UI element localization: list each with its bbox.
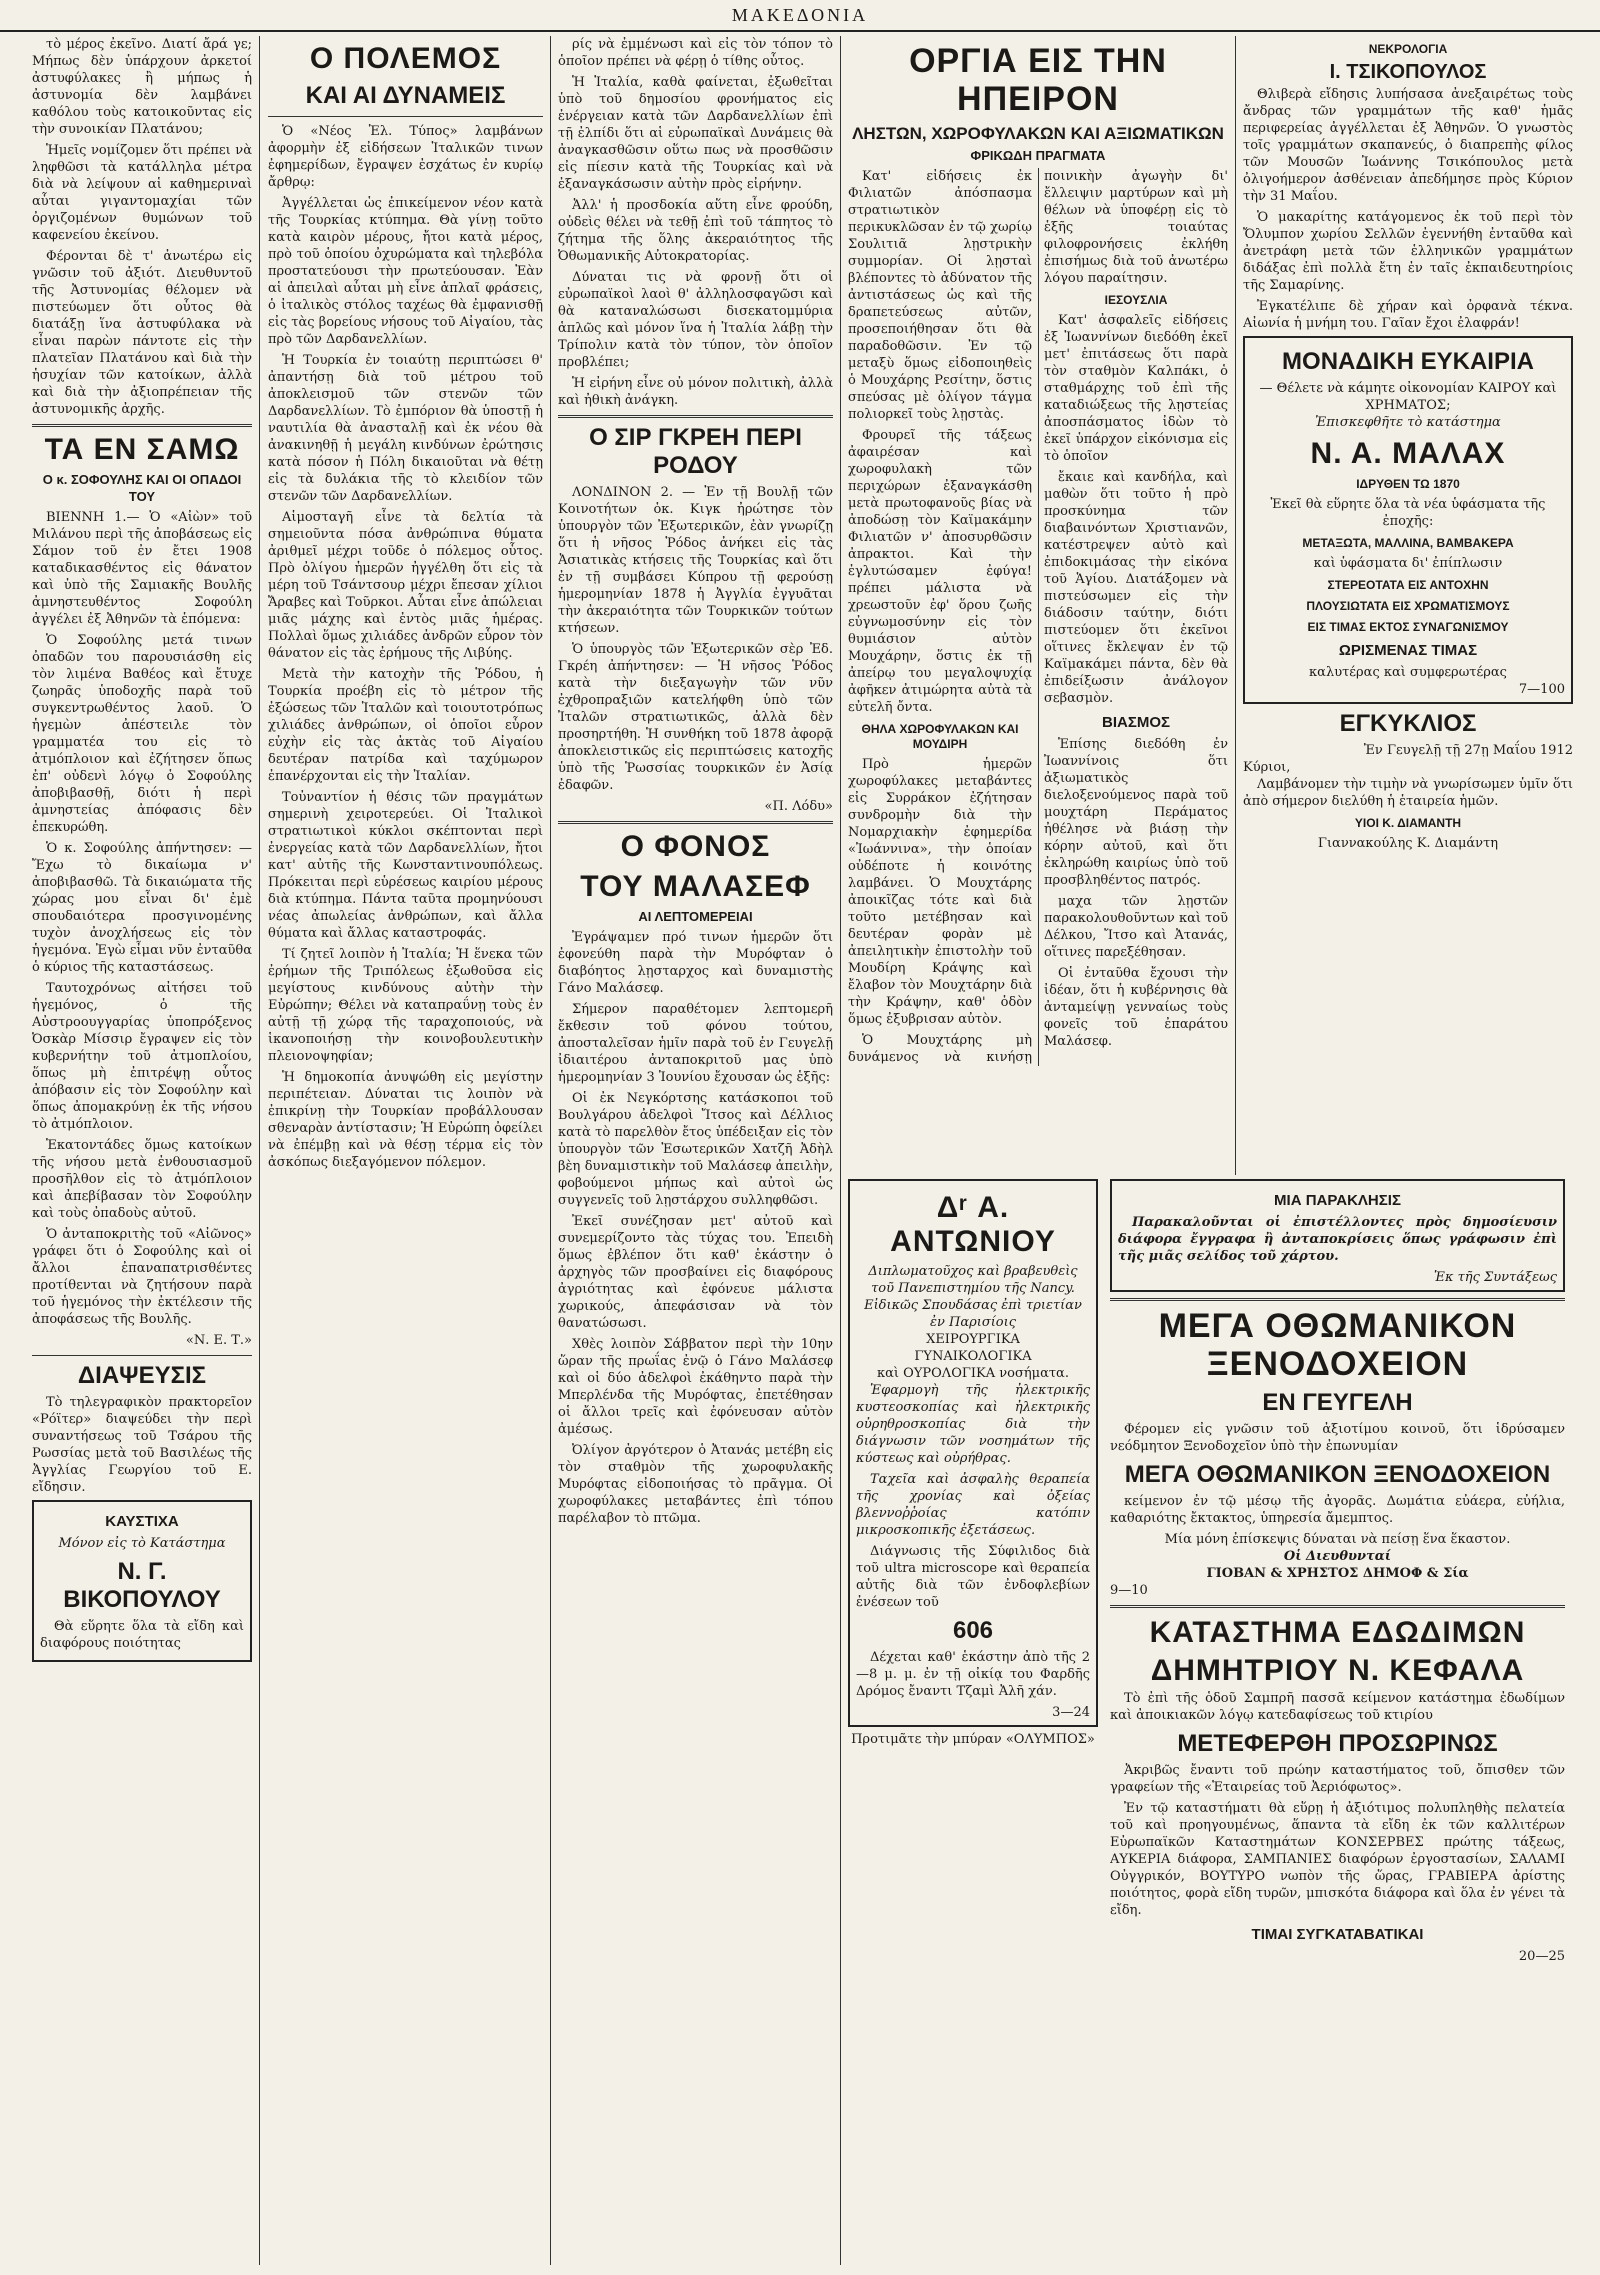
paragraph: ρίς νὰ ἐμμένωσι καὶ εἰς τὸν τόπον τὸ ὁποῖον πρέπει νὰ φέρῃ ὁ τίθης οὗτος. <box>558 37 833 69</box>
paragraph: Ἐκεῖ συνέζησαν μετ' αὐτοῦ καὶ συνεμερίζοντο τὰς τύχας του. Ἐπειδὴ ὅμως ἐβλέπον ὅτι καθ' ἑκάστην ὁ ἀρχηγὸς τῶν προσβαίνει εἰς διαφόρους ἀγριότητας καὶ ἐφόνευε μάλιστα χωρικούς, ἀπεφάσισαν νὰ τὸν θανατώσωσι. <box>558 1214 833 1331</box>
ad-text: Μόνον εἰς τὸ Κατάστημα <box>58 1536 226 1551</box>
ad-text: κείμενον ἐν τῷ μέσῳ τῆς ἀγορᾶς. Δωμάτια εὐάερα, εὐήλια, καθαριότης ἔκτακτος, ὑπηρεσία ἄμεμπτος. <box>1110 1494 1565 1526</box>
column-rule <box>1235 36 1236 1175</box>
divider <box>32 424 252 427</box>
ad-number: 3—24 <box>1052 1705 1090 1720</box>
ad-name: Ν. Α. ΜΑΛΑΧ <box>1310 437 1506 470</box>
ad-text: καὶ ὑφάσματα δι' ἐπίπλωσιν <box>1313 556 1503 571</box>
ad-text: — Θέλετε νὰ κάμητε οἰκονομίαν ΚΑΙΡΟΥ καὶ ΧΡΗΜΑΤΟΣ; <box>1259 381 1557 413</box>
subheadline: ΦΡΙΚΩΔΗ ΠΡΑΓΜΑΤΑ <box>970 148 1106 163</box>
advertisement <box>32 1500 252 1662</box>
ad-name: ΜΕΓΑ ΟΘΩΜΑΝΙΚΟΝ ΞΕΝΟΔΟΧΕΙΟΝ <box>1124 1461 1551 1488</box>
plea-box <box>1110 1179 1565 1292</box>
paragraph: Ἐγράψαμεν πρό τινων ἡμερῶν ὅτι ἐφονεύθη παρὰ τὴν Μυρόφταν ὁ διαβόητος λῃσταρχος καὶ δυναμιστὴς Γάνο Μαλάσεφ. <box>558 930 833 996</box>
advertisement <box>1243 336 1573 704</box>
ad-number: 20—25 <box>1518 1949 1565 1964</box>
ad-text: ΓΥΝΑΙΚΟΛΟΓΙΚΑ <box>914 1349 1032 1364</box>
divider <box>558 821 833 824</box>
paragraph: Τοὐναντίον ἡ θέσις τῶν πραγμάτων σημερινὴ χειροτερεύει. Οἱ Ἰταλικοὶ στρατιωτικοὶ κύκλοι σκέπτονται περὶ ἐνεργείας κατὰ τῶν Δαρδανελλίων, ἤτοι κατ' αὐτῆς τῆς Κωνσταντινουπόλεως. Πρόκειται περὶ εὑρέσεως καιρίου μέρους διὰ κτύπημα. Πάντα ταῦτα προμηνύουσι νέας ἀπωλείας ἀνθρώπων, καὶ ἄλλα θύματα καὶ ἄλλας καταστροφάς. <box>268 790 543 941</box>
ad-heading: ΜΕΤΕΦΕΡΘΗ ΠΡΟΣΩΡΙΝΩΣ <box>1177 1730 1498 1757</box>
divider <box>1110 1298 1565 1301</box>
headline: ΤΟΥ ΜΑΛΑΣΕΦ <box>580 870 811 903</box>
subheadline: ΑΙ ΛΕΠΤΟΜΕΡΕΙΑΙ <box>638 909 753 924</box>
ad-text: Δέχεται καθ' ἑκάστην ἀπὸ τῆς 2—8 μ. μ. ἐν τῇ οἰκίᾳ του Φαρδῆς Δρόμος ἔναντι Τζαμὶ Ἀλῆ χάν. <box>856 1650 1090 1699</box>
paragraph: Ὁ κ. Σοφούλης ἀπήντησεν: — Ἔχω τὸ δικαίωμα ν' ἀποβιβασθῶ. Τὰ δικαιώματα τῆς χώρας μου εἶναι δι' ἐμὲ σπουδαιότερα προσγινομένης τυχὸν ἀνοχλήσεως εἰς τὸν ἡγεμόνα. Ἐγὼ εἶμαι νῦν ἐνταῦθα ὁ κύριος τῆς καταστάσεως. <box>32 841 252 975</box>
ad-number: 9—10 <box>1110 1583 1148 1598</box>
paragraph: Οἱ ἐνταῦθα ἔχουσι τὴν ἰδέαν, ὅτι ἡ κυβέρνησις θὰ ἀνταμείψῃ γενναίως τοὺς φονεῖς τοῦ ἐπαράτου Μαλάσεφ. <box>1044 966 1228 1049</box>
ad-signature: ΥΙΟΙ Κ. ΔΙΑΜΑΝΤΗ <box>1354 816 1462 830</box>
ad-text: καλυτέρας καὶ συμφερωτέρας <box>1309 665 1507 680</box>
paragraph: Ἡ δημοκοπία ἀνυψώθη εἰς μεγίστην περιπέτειαν. Δύναται τις λοιπὸν νὰ ἐπικρίνῃ τὴν Τουρκίαν προβάλλουσαν σθεναρὰν ἀντίστασιν; Ἡ Εὐρώπη ὀφείλει νὰ ἐπέμβῃ καὶ νὰ θέσῃ τέρμα εἰς τὸν ἀσκόπως διεξαγόμενον πόλεμον. <box>268 1070 543 1170</box>
paragraph: Ἐγκατέλιπε δὲ χήραν καὶ ὀρφανὰ τέκνα. Αἰωνία ἡ μνήμη του. Γαῖαν ἔχοι ἐλαφράν! <box>1243 299 1573 331</box>
paragraph: Ὁ ὑπουργὸς τῶν Ἐξωτερικῶν σὲρ Ἐδ. Γκρέη ἀπήντησεν: — Ἡ νῆσος Ῥόδος κατὰ τὴν διεξαγωγὴν τῶν νῦν ἐχθροπραξιῶν κατελήφθη ὑπὸ τῶν Ἰταλῶν στρατιωτικῶς, ἀλλὰ δὲν προσηρτήθη. Ἡ συνθήκη τοῦ 1878 ἀφορᾷ ἀποκλειστικῶς εἰς περιπτώσεις κατοχῆς ὑπὸ τῆς Ῥωσσίας τουρκικῶν ἐν Ἀσίᾳ ἐδαφῶν. <box>558 642 833 793</box>
divider <box>1110 1605 1565 1608</box>
headline: ΤΑ ΕΝ ΣΑΜΩ <box>44 433 240 466</box>
paragraph: Μετὰ τὴν κατοχὴν τῆς Ῥόδου, ἡ Τουρκία προέβη εἰς τὸ μέτρον τῆς ἐξώσεως τῶν Ἰταλῶν καὶ τοιουτοτρόπως χιλιάδες ἀνθρώπων, οἱ ὁποῖοι εὗρον εὐχὴν εἰς τὰς ἀκτὰς τοῦ Αἰγαίου δευτέραν πατρίδα καὶ ταχύμωρον ἐπανέρχονται εἰς τὴν Ἰταλίαν. <box>268 667 543 784</box>
ad-heading: ΜΙΑ ΠΑΡΑΚΛΗΣΙΣ <box>1274 1192 1401 1209</box>
paragraph: Τὸ τηλεγραφικὸν πρακτορεῖον «Ρόϊτερ» διαψεύδει τὴν περὶ συναντήσεως τοῦ Τσάρου τῆς Ρωσσίας μετὰ τοῦ Βασιλέως τῆς Ἀγγλίας Γεωργίου τοῦ Ε. εἴδησιν. <box>32 1395 252 1495</box>
ad-text: ΙΔΡΥΘΕΝ ΤΩ 1870 <box>1356 477 1460 491</box>
ad-text: ΣΤΕΡΕΟΤΑΤΑ ΕΙΣ ΑΝΤΟΧΗΝ <box>1327 578 1489 592</box>
ad-text: Κύριοι, <box>1243 760 1291 775</box>
paragraph: Φρουρεῖ τῆς τάξεως ἀφαιρέσαν καὶ χωροφυλακὴ τῶν περιχώρων ἐξαναγκάσθη μετὰ πρωτοφανοῦς βίας νὰ ἀποδώσῃ τὸν Καϊμακάμην Φιλιατῶν ν' ἀποσυρθῶσιν ἀπρακτοι. Καὶ τὴν ἐγλυτώσαμεν ἐφύγα! πρέπει μάλιστα νὰ χρεωστοῦν ἐφ' ὅρου ζωῆς εὐγνωμοσύνην εἰς τὸν θυμιάσιον αὐτὸν Μουχάρην, ὅστις ἐκ τῇ ἀπείρῳ του μεγαλοψυχίᾳ ἀφῆκεν ἀτιμώρητα αὐτὰ τὰ εὐτελῆ ὄντα. <box>848 428 1032 715</box>
masthead: ΜΑΚΕΔΟΝΙΑ <box>0 0 1600 32</box>
divider <box>32 1355 252 1356</box>
headline: Ο ΣΙΡ ΓΚΡΕΗ ΠΕΡΙ ΡΟΔΟΥ <box>589 424 802 479</box>
paragraph: τὸ μέρος ἐκεῖνο. Διατί ἄρά γε; Μήπως δὲν ὑπάρχουν ἀρκετοί ἀστυφύλακες ἢ μήπως ἡ ἀστυνομία δὲν λαμβάνει καθόλου τοὺς κατοικοῦντας εἰς τὴν συνοικίαν Πλατάνου; <box>32 37 252 137</box>
ad-text: Ἐπισκεφθῆτε τὸ κατάστημα <box>1315 415 1501 430</box>
ad-text: Διπλωματοῦχος καὶ βραβευθεὶς τοῦ Πανεπιστημίου τῆς Nancy. <box>868 1264 1078 1296</box>
ad-text: Εἰδικῶς Σπουδάσας ἐπὶ τριετίαν ἐν Παρισίοις <box>864 1298 1082 1330</box>
ad-signature: Οἱ Διευθυνταί <box>1283 1549 1392 1564</box>
ad-heading: ΜΕΓΑ ΟΘΩΜΑΝΙΚΟΝ ΞΕΝΟΔΟΧΕΙΟΝ <box>1158 1307 1517 1383</box>
subheadline: ΙΕΣΟΥΣΛΙΑ <box>1104 293 1168 307</box>
signature: «Ν. Ε. Τ.» <box>185 1333 252 1348</box>
signature: «Π. Λόδυ» <box>764 799 833 814</box>
ad-text: Ἐν Γευγελῇ τῇ 27ῃ Μαΐου 1912 <box>1363 743 1573 758</box>
paragraph: Πρὸ ἡμερῶν χωροφύλακες μεταβάντες εἰς Συρράκον ἐζήτησαν συνδρομὴν διὰ τὴν Νομαρχιακὴν ἐφημερίδα «Ἰωάννινα», τὴν ὁποίαν οὐδέποτε ἡ κοινότης λαμβάνει. Ὁ Μουχτάρης ἀποικῖζας τότε καὶ διὰ τοῦτο μετέβησαν καὶ δευτέραν φορὰν μὲ ἀπειλητικὴν ἐπιστολὴν τοῦ Μουδίρη Κράψης καὶ ἔλαβον τὸν Μουχτάρην διὰ τὴν Κράψην, καθ' ὁδὸν ὅμως ἐξυβρισαν αὐτὸν. <box>848 757 1032 1027</box>
ad-text: Λαμβάνομεν τὴν τιμὴν νὰ γνωρίσωμεν ὑμῖν ὅτι ἀπὸ σήμερον διελύθη ἡ ἑταιρεία ἡμῶν. <box>1243 777 1573 809</box>
paragraph: Ὁ μακαρίτης κατάγομενος ἐκ τοῦ περὶ τὸν Ὄλυμπον χωρίου Σελλῶν ἐγεννήθη ἐνταῦθα καὶ ἀνετράφη μετὰ τῶν ἑλληνικῶν γραμμάτων διδάξας ἐπὶ πολλὰ ἔτη ἐν ταῖς ἐκπαιδευτηρίοις τῆς Σαμαρίνης. <box>1243 210 1573 293</box>
headline: ΚΑΙ ΑΙ ΔΥΝΑΜΕΙΣ <box>305 82 506 109</box>
ad-name: Ν. Γ. ΒΙΚΟΠΟΥΛΟΥ <box>63 1558 221 1613</box>
paragraph: Σήμερον παραθέτομεν λεπτομερῆ ἔκθεσιν τοῦ φόνου τούτου, ἀποσταλεῖσαν ἡμῖν παρὰ τοῦ ἐν Γευγελῇ ἰδιαιτέρου ἀνταποκριτοῦ μας ὑπὸ ἡμερομηνίαν 3 Ἰουνίου ἔχουσαν ὡς ἑξῆς: <box>558 1002 833 1085</box>
paragraph: Χθὲς λοιπὸν Σάββατον περὶ τὴν 10ην ὥραν τῆς πρωΐας ἐνῷ ὁ Γάνο Μαλάσεφ καὶ οἱ δύο ἀδελφοὶ ἐκάθηντο παρὰ τὴν Μπερλένδα τῆς Μυρόφτας, ἐπετέθησαν οἱ ἄλλοι τρεῖς καὶ ἐφόνευσαν αὐτὸν ἀμέσως. <box>558 1337 833 1437</box>
divider <box>268 116 543 117</box>
ad-text: Ἐκεῖ θὰ εὕρητε ὅλα τὰ νέα ὑφάσματα τῆς ἐποχῆς: <box>1270 497 1546 529</box>
column-rule <box>840 36 841 2265</box>
column-2 <box>268 36 543 2265</box>
ad-heading: ΕΓΚΥΚΛΙΟΣ <box>1339 710 1477 737</box>
ad-number: 606 <box>952 1617 994 1644</box>
subheadline: ΒΙΑΣΜΟΣ <box>1102 714 1170 731</box>
ad-text: ΩΡΙΣΜΕΝΑΣ ΤΙΜΑΣ <box>1338 642 1478 659</box>
paragraph: Ταυτοχρόνως αἰτήσει τοῦ ἡγεμόνος, ὁ τῆς Αὐστροουγγαρίας ὑποπρόξενος Ὀσκὰρ Μίσσιρ ἔγραψεν εἰς τὸν κυβερνήτην τοῦ ἀτμοπλοίου, ὅπως μὴ ἐπιτρέψῃ οὗτος ἀπόβασιν εἰς τὸν Σοφούλην καὶ ὅπως ἀπομακρύνῃ ἐκ τῆς νήσου τὸ ἀτμόπλοιον. <box>32 981 252 1132</box>
paragraph: ΒΙΕΝΝΗ 1.— Ὁ «Αἰὼν» τοῦ Μιλάνου περὶ τῆς ἀποβάσεως εἰς Σάμον τοῦ ἐν ἔτει 1908 καταδικασθέντος εἰς θάνατον καὶ ὑπὸ τῆς Σαμιακῆς Βουλῆς ἀμνηστευθέντος Σοφούλη ἀγγέλει ἐξ Ἀθηνῶν τὰ ἑπόμενα: <box>32 510 252 627</box>
paragraph: Αἱμοσταγῆ εἶνε τὰ δελτία τὰ σημειοῦντα πόσα ἀνθρώπινα θύματα ἀριθμεῖ μέχρι τοῦδε ὁ πόλεμος οὗτος. Πρὸ ὀλίγου ἡμερῶν ἠγγέλθη ὅτι εἰς τὰ μέρη τοῦ Τσάντσουρ μέχρι ἔπεσαν χίλιοι Ἄραβες καὶ Τοῦρκοι. Αὗται εἶνε ἀπώλειαι μιᾶς μάχης καὶ ἐντὸς μιᾶς ἡμέρας. Πολλαὶ ὅμως χιλιάδες ἀνδρῶν εὗρον τὸν θάνατον εἰς τὰς ἐρήμους τῆς Λιβύης. <box>268 510 543 661</box>
ad-heading: ΕΝ ΓΕΥΓΕΛΗ <box>1262 1389 1413 1416</box>
paragraph: Ὀλίγον ἀργότερον ὁ Ἀτανάς μετέβη εἰς τὸν σταθμὸν τῆς χωροφυλακῆς Μυρόφτας εἰδοποιήσας τὸ πρᾶγμα. Οἱ χωροφύλακες μεταβάντες ἐπὶ τόπου παρέλαβον τὸ πτῶμα. <box>558 1443 833 1526</box>
paragraph: Ὁ ἀνταποκριτὴς τοῦ «Αἰῶνος» γράφει ὅτι ὁ Σοφούλης καὶ οἱ ἄλλοι ἐπαναπατρισθέντες προτίθενται νὰ ζητήσουν παρὰ τοῦ ἡγεμόνος τὴν ἐκτέλεσιν τῆς ἀποφάσεως τῆς Βουλῆς. <box>32 1227 252 1327</box>
ad-heading: ΜΟΝΑΔΙΚΗ ΕΥΚΑΙΡΙΑ <box>1282 348 1534 375</box>
paragraph: Κατ' ἀσφαλεῖς εἰδήσεις ἐξ Ἰωαννίνων διεδόθη ἐκεῖ μετ' ἐπιτάσεως ὅτι παρὰ τὸν σταθμὸν Καλπάκι, ὁ σταθμάρχης τοῦ ἐπὶ τῆς καταδιώξεως τῆς λῃστείας ἀποσπάσματος ἰδὼν τὸ ἐκεῖ ὑπάρχον εἰκόνισμα εἰς τὸ ὁποῖον <box>1044 313 1228 464</box>
paragraph: μαχα τῶν λῃστῶν παρακολουθοῦντων καὶ τοῦ Δέλκου, Ἴτσο καὶ Ἀτανάς, οἵτινες παρεξέθησαν. <box>1044 894 1228 960</box>
paragraph: Οἱ ἐκ Νεγκόρτσης κατάσκοποι τοῦ Βουλγάρου ἀδελφοὶ Ἴτσος καὶ Δέλλιος κατὰ τὸ παρελθὸν ἔτος ὑπέδειξαν εἰς τὸν ὑπουργὸν τῶν Ἐσωτερικῶν Χατζῆ Ἀδὴλ βὲη δυναμιστικὴν τοῦ Μαλάσεφ ἀπειλὴν, φοβούμενοι μήπως καὶ αὐτοὶ ὡς συγγενεῖς τοῦ λῃστάρχου συλληφθῶσι. <box>558 1091 833 1208</box>
ad-text: Ταχεῖα καὶ ἀσφαλὴς θεραπεία τῆς χρονίας καὶ ὀξείας βλεννοῤῥοίας κατόπιν μικροσκοπικῆς ἐξετάσεως. <box>856 1472 1090 1538</box>
paragraph: Ἡμεῖς νομίζομεν ὅτι πρέπει νὰ ληφθῶσι τὰ κατάλληλα μέτρα διὰ νὰ λείψουν αἱ καθημεριναὶ αὗται γιγαντομαχίαι τῶν ὀργιζομένων θυμώνων τοῦ καφενείου ἐκείνου. <box>32 143 252 243</box>
column-rule <box>259 36 260 2265</box>
paragraph: Ἡ Ἰταλία, καθὰ φαίνεται, ἐξωθεῖται ὑπὸ τοῦ δημοσίου φρονήματος εἰς ἐνέργειαν κατὰ τῶν Δαρδανελλίων ἐπὶ τῇ ἐλπίδι ὅτι αἱ εὐρωπαϊκαὶ Δυνάμεις θὰ ἀναγκασθῶσιν οὕτω πως νὰ προσθῶσιν εἰς πίεσιν κατὰ τῆς Τουρκίας καὶ νὰ ἐξαναγκάσωσιν αὐτὴν πρὸς εἰρήνην. <box>558 75 833 192</box>
ad-text: Παρακαλοῦνται οἱ ἐπιστέλλοντες πρὸς δημοσίευσιν διάφορα ἔγγραφα ἢ ἀνταποκρίσεις ὅπως γράφωσιν ἐπὶ τῆς μιᾶς σελίδος τοῦ χάρτου. <box>1118 1215 1557 1264</box>
ad-text: Ἐν τῷ καταστήματι θὰ εὕρῃ ἡ ἀξιότιμος πολυπληθὴς πελατεία τοῦ καὶ προηγουμένως, ἅπαντα τὰ εἴδη ἐκ τῶν καλλιτέρων Εὐρωπαϊκῶν Καταστημάτων ΚΟΝΣΕΡΒΕΣ πρώτης τάξεως, ΑΥΚΕΡΙΑ διάφορα, ΣΑΜΠΑΝΙΕΣ διαφόρων ἐργοστασίων, ΣΑΛΑΜΙ Οὐγγρικόν, ΒΟΥΤΥΡΟ νωπὸν τῆς ὥρας, ΓΡΑΒΙΕΡΑ ἀρίστης ποιότητος, φορὰ εἴδη τυρῶν, μπισκότα διάφορα καὶ ὅλα ἐν γένει τὰ εἴδη. <box>1110 1801 1565 1918</box>
headline: ΔΙΑΨΕΥΣΙΣ <box>77 1362 207 1389</box>
paragraph: Ἡ Τουρκία ἐν τοιαύτῃ περιπτώσει θ' ἀπαντήσῃ διὰ τοῦ μέτρου τοῦ ἀποκλεισμοῦ τῶν στενῶν τῶν Δαρδανελλίων. Τὸ ἐμπόριον θὰ ὑποστῇ ἡ ναυτιλία θὰ ἀνασταλῇ καὶ ἐκ νέου θὰ ἀνακινηθῇ ἡ μεγάλη κινδύνων ἐρώτησις κατὰ πόσον ἡ Πόλη δικαιοῦται νὰ θέτῃ εἰς τὰ δυλάκια τῆς τὸ κλειδίον τῶν στενῶν τῶν Δαρδανελλίων. <box>268 353 543 504</box>
paragraph: ἔκαιε καὶ κανδήλα, καὶ μαθὼν ὅτι τοῦτο ἡ πρὸ προσκύνημα τῶν διαβαινόντων Χριστιανῶν, κατέστρεψεν αὐτὸ καὶ ἐπιδοκιμάσας τὴν εἰκόνα τοῦ Ἁγίου. Διατάξομεν νὰ πιστεύσωμεν εἰς τὴν διάδοσιν ταύτην, διότι πιστεύομεν ὅτι ἐκεῖνοι οἵτινες ἔκλεψαν ἐν τῷ Καϊμακάμει πάντα, δὲν θὰ ἐπιδείξωσιν ἀνάλογον σεβασμὸν. <box>1044 470 1228 706</box>
headline: Ι. ΤΣΙΚΟΠΟΥΛΟΣ <box>1329 61 1487 83</box>
column-3 <box>558 36 833 2265</box>
paragraph: Τί ζητεῖ λοιπὸν ἡ Ἰταλία; Ἡ ἕνεκα τῶν ἐρήμων τῆς Τριπόλεως ἐξωθοῦσα εἰς μεγίστους κινδύνους αὐτὴν τὴν Εὐρώπην; Θέλει νὰ καταπραΰνῃ τοὺς ἐν αὐτῇ τῇ χώρᾳ τῆς ταραχοποιούς, νὰ ἱκανοποιήσῃ τὴν κοινοβουλευτικὴν πλειονοψηφίαν; <box>268 947 543 1064</box>
advertisement-doctor <box>848 1179 1098 1727</box>
subheadline: ΘΗΛΑ ΧΩΡΟΦΥΛΑΚΩΝ ΚΑΙ ΜΟΥΔΙΡΗ <box>861 722 1019 751</box>
paragraph: Φέρονται δὲ τ' ἀνωτέρω εἰς γνῶσιν τοῦ ἀξιότ. Διευθυντοῦ τῆς Ἀστυνομίας θέλομεν νὰ πιστεύωμεν ὅτι οὗτος θὰ διατάξῃ ἵνα ἀστυφύλακα νὰ εἶναι παρὼν πάντοτε εἰς τὴν πλατεῖαν Πλατάνου καὶ διὰ τὴν ἡσυχίαν τῶν κατοίκων, ἀλλὰ καὶ διὰ τὴν ἀξιοπρέπειαν τῆς ἀστυνομικῆς ἀρχῆς. <box>32 249 252 417</box>
paragraph: Κατ' εἰδήσεις ἐκ Φιλιατῶν ἀπόσπασμα στρατιωτικὸν περικυκλῶσαν ἐν τῷ χωρίῳ Σουλιτιᾶ λῃστρικὴν συμμορίαν. Οἱ λῃσταὶ βλέποντες τὸ ἀδύνατον τῆς ἀντιστάσεως ὡς καὶ τῆς δραπετεύσεως αὐτῶν, προσεποιήθησαν ὅτι θὰ παραδοθῶσιν. Ἐν τῷ μεταξὺ ὅμως εἰδοποιηθεὶς ὁ Μουχάρης Ρεσίτην, ὅστις σπεύσας μὲ ὀλίγον τάγμα πολιορκεῖ τοὺς λῃστὰς. <box>848 169 1032 422</box>
paragraph: ΛΟΝΔΙΝΟΝ 2. — Ἐν τῇ Βουλῇ τῶν Κοινοτήτων ὁκ. Κιγκ ἠρώτησε τὸν ὑπουργὸν τῶν Ἐξωτερικῶν, ἐὰν γνωρίζῃ ὅτι ἡ νῆσος Ῥόδος ἀνήκει εἰς τὰς Ἀσιατικὰς κτήσεις τῆς Τουρκίας καὶ ὅτι ἐν τῇ συμβάσει Κύπρου τῇ φερούσῃ ἡμερομηνίαν 1878 ἡ Ἀγγλία ἐγγυᾶται τὴν ἀκεραιότητα τῶν Τουρκικῶν τούτων κτήσεων. <box>558 485 833 636</box>
headline: ΟΡΓΙΑ ΕΙΣ ΤΗΝ ΗΠΕΙΡΟΝ <box>909 42 1167 118</box>
ad-heading: ΚΑΥΣΤΙΧΑ <box>105 1513 179 1530</box>
paragraph: Ὁ «Νέος Ἐλ. Τύπος» λαμβάνων ἀφορμὴν ἐξ εἰδήσεων Ἰταλικῶν τινων ἐφημερίδων, ἔγραψεν ἐσχάτως ἐν κυρίῳ ἄρθρῳ: <box>268 124 543 190</box>
ad-signature: Ἐκ τῆς Συντάξεως <box>1433 1270 1557 1285</box>
paragraph: Ἑκατοντάδες ὅμως κατοίκων τῆς νήσου μετὰ ἐνθουσιασμοῦ προσῆλθον εἰς τὸ ἀτμόπλοιον καὶ ἀπεβίβασαν τὸν Σοφούλην καὶ τοὺς ὀπαδοὺς αὐτοῦ. <box>32 1138 252 1221</box>
column-1 <box>32 36 252 2265</box>
ad-signature: Γιαννακούλης Κ. Διαμάντη <box>1317 836 1499 851</box>
ad-heading: ΚΑΤΑΣΤΗΜΑ ΕΔΩΔΙΜΩΝ <box>1149 1616 1526 1649</box>
ad-text: καὶ ΟΥΡΟΛΟΓΙΚΑ νοσήματα. <box>877 1366 1069 1381</box>
paragraph: Ἐπίσης διεδόθη ἐν Ἰωαννίνοις ὅτι ἀξιωματικὸς διελοξενούμενος παρὰ τοῦ μουχτάρη Περάματος ἠθέλησε νὰ βιάσῃ τὴν κόρην αὐτοῦ, καὶ ὅτι ἐκληρώθη καιρίως ὑπὸ τοῦ προσβληθέντος πατρός. <box>1044 737 1228 888</box>
paragraph: Ἀλλ' ἡ προσδοκία αὕτη εἶνε φρούδη, οὐδεὶς θέλει νὰ τεθῇ ἐπὶ τοῦ τάπητος τὸ ζήτημα τῆς ὅλης ἀκεραιότητος τῆς Ὀθωμανικῆς Αὐτοκρατορίας. <box>558 198 833 264</box>
headline: Ο ΦΟΝΟΣ <box>620 830 771 863</box>
ad-text: Θὰ εὕρητε ὅλα τὰ εἴδη καὶ διαφόρους ποιότητας <box>40 1619 244 1651</box>
column-ads <box>1110 1175 1565 2265</box>
ad-name: ΔΗΜΗΤΡΙΟΥ Ν. ΚΕΦΑΛΑ <box>1150 1654 1525 1687</box>
headline: ΛΗΣΤΩΝ, ΧΩΡΟΦΥΛΑΚΩΝ ΚΑΙ ΑΞΙΩΜΑΤΙΚΩΝ <box>852 124 1224 143</box>
column-4 <box>848 36 1228 1175</box>
column-rule <box>550 36 551 2265</box>
ad-text: ΤΙΜΑΙ ΣΥΓΚΑΤΑΒΑΤΙΚΑΙ <box>1251 1926 1424 1943</box>
ad-text: ΠΛΟΥΣΙΩΤΑΤΑ ΕΙΣ ΧΡΩΜΑΤΙΣΜΟΥΣ <box>1306 599 1510 613</box>
divider <box>558 415 833 418</box>
ad-text: ΜΕΤΑΞΩΤΑ, ΜΑΛΛΙΝΑ, ΒΑΜΒΑΚΕΡΑ <box>1302 536 1514 550</box>
ad-text: Φέρομεν εἰς γνῶσιν τοῦ ἀξιοτίμου κοινοῦ, ὅτι ἱδρύσαμεν νεόδμητον Ξενοδοχεῖον ὑπὸ τὴν ἐπωνυμίαν <box>1110 1422 1565 1454</box>
paragraph: Ὁ Σοφούλης μετά τινων ὀπαδῶν του παρουσιάσθη εἰς τὸν λιμένα Βαθέος καὶ ἔτυχε ζωηρᾶς ὑποδοχῆς παρὰ τοῦ συγκεντρωθέντος λαοῦ. Ὁ ἡγεμὼν ἀπέστειλε τὸν γραμματέα του εἰς τὸ ἀτμόπλοιον καὶ ἐζήτησεν ὅπως ἐπ' οὐδενὶ λόγῳ ὁ Σοφούλης ἀποβιβασθῇ, διότι ἡ περὶ ἀμνηστείας ἀπόφασις δὲν ἐπεκυρώθη. <box>32 633 252 835</box>
ad-text: Τὸ ἐπὶ τῆς ὁδοῦ Σαμπρῆ πασσᾶ κείμενον κατάστημα ἐδωδίμων καὶ ἀποικιακῶν λόγῳ κατεδαφίσεως τοῦ κτιρίου <box>1110 1691 1565 1723</box>
ad-text: ΕΙΣ ΤΙΜΑΣ ΕΚΤΟΣ ΣΥΝΑΓΩΝΙΣΜΟΥ <box>1307 620 1509 634</box>
paragraph: Ἡ εἰρήνη εἶνε οὐ μόνον πολιτικὴ, ἀλλὰ καὶ ἠθικὴ ἀνάγκη. <box>558 376 833 408</box>
paragraph: Δύναται τις νὰ φρονῇ ὅτι οἱ εὐρωπαϊκοὶ λαοὶ θ' ἀλληλοσφαγῶσι καὶ θὰ καταναλώσωσι δισεκατομμύρια ἁπλῶς καὶ μόνον ἵνα ἡ Ἰταλία λάβῃ τὴν Τρίπολιν κατὰ τὸν τύπον, τὸν ὁποῖον προβλέπει; <box>558 270 833 370</box>
headline: Ο ΠΟΛΕΜΟΣ <box>309 42 502 75</box>
paragraph: Ὁ Μουχτάρης μὴ δυνάμενος νὰ κινήσῃ ποινικὴν ἀγωγὴν δι' ἔλλειψιν μαρτύρων καὶ μὴ θέλων νὰ ὑποφέρῃ εἰς τὸ ἑξῆς τοιαύτας φιλοφρονήσεις ἐκλήθη ἐπισήμως διὰ τοῦ ἀνωτέρω λόγου παραίτησιν. <box>848 169 1228 1065</box>
ad-name: Δʳ Α. ΑΝΤΩΝΙΟΥ <box>890 1191 1056 1258</box>
ad-text: Ἐφαρμογὴ τῆς ἠλεκτρικῆς κυστεοσκοπίας καὶ ἠλεκτρικῆς οὐρηθροσκοπίας διὰ τὴν διάγνωσιν τῶν νοσημάτων τῆς κύστεως καὶ οὐρήθρας. <box>856 1383 1090 1466</box>
ad-text: Μία μόνη ἐπίσκεψις δύναται νὰ πείσῃ ἕνα ἕκαστον. <box>1164 1532 1511 1547</box>
column-5 <box>1243 36 1573 1175</box>
ad-text: Διάγνωσις τῆς Σύφιλιδος διὰ τοῦ ultra microscope καὶ θεραπεία αὐτῆς διὰ τῶν ἐνδοφλεβίων ἐνέσεων τοῦ <box>856 1544 1090 1610</box>
paragraph: Θλιβερὰ εἴδησις λυπήσασα ἀνεξαιρέτως τοὺς ἄνδρας τῶν γραμμάτων τῆς καθ' ἡμᾶς περιφερείας ἀγγέλλεται ἐξ Ἀθηνῶν. Ὁ γνωστὸς τοῖς γραμμάτων σκαπανεύς, ὁ διαπρεπὴς φίλος τῶν Μουσῶν Ἰωάννης Τσικόπουλος μετὰ ὀλιγοήμερον ἀσθένειαν ἀπεδήμησε πρὸς Κύριον τὴν 31 Μαΐου. <box>1243 87 1573 204</box>
ad-footer: Προτιμᾶτε τὴν μπύραν «ΟΛΥΜΠΟΣ» <box>851 1732 1095 1747</box>
subheadline: Ο κ. ΣΟΦΟΥΛΗΣ ΚΑΙ ΟΙ ΟΠΑΔΟΙ ΤΟΥ <box>42 472 242 504</box>
column-doctor <box>848 1175 1098 2265</box>
paragraph: Ἀγγέλλεται ὡς ἐπικείμενον νέον κατὰ τῆς Τουρκίας κτύπημα. Θὰ γίνῃ τοῦτο κατὰ καιρὸν μέρους, ἤτοι κατὰ μέρος, πρὸ τοῦ ὁποίου ὀχυρώματα καὶ τηλεβόλα προστατεύουσι τὴν πρωτεύουσαν. Ἐὰν αἱ ἀπειλαὶ αὗται μὴ εἶνε ἁπλαῖ φράσεις, ὁ ἰταλικὸς στόλος ταχέως θὰ ἐμφανισθῇ εἰς τὰς βορείους νήσους τοῦ Αἰγαίου, τὰς πρὸ τῶν Δαρδανελλίων. <box>268 196 543 347</box>
ad-number: 7—100 <box>1518 682 1565 697</box>
ad-text: ΧΕΙΡΟΥΡΓΙΚΑ <box>926 1332 1020 1347</box>
ad-signature: ΓΙΟΒΑΝ & ΧΡΗΣΤΟΣ ΔΗΜΟΦ & Σία <box>1206 1566 1469 1581</box>
article-body <box>848 168 1228 1066</box>
section-heading: ΝΕΚΡΟΛΟΓΙΑ <box>1368 42 1448 56</box>
ad-text: Ἀκριβῶς ἔναντι τοῦ πρώην καταστήματος τοῦ, ὄπισθεν τῶν γραφείων τῆς «Ἑταιρείας τοῦ Ἀεριόφωτος». <box>1110 1763 1565 1795</box>
